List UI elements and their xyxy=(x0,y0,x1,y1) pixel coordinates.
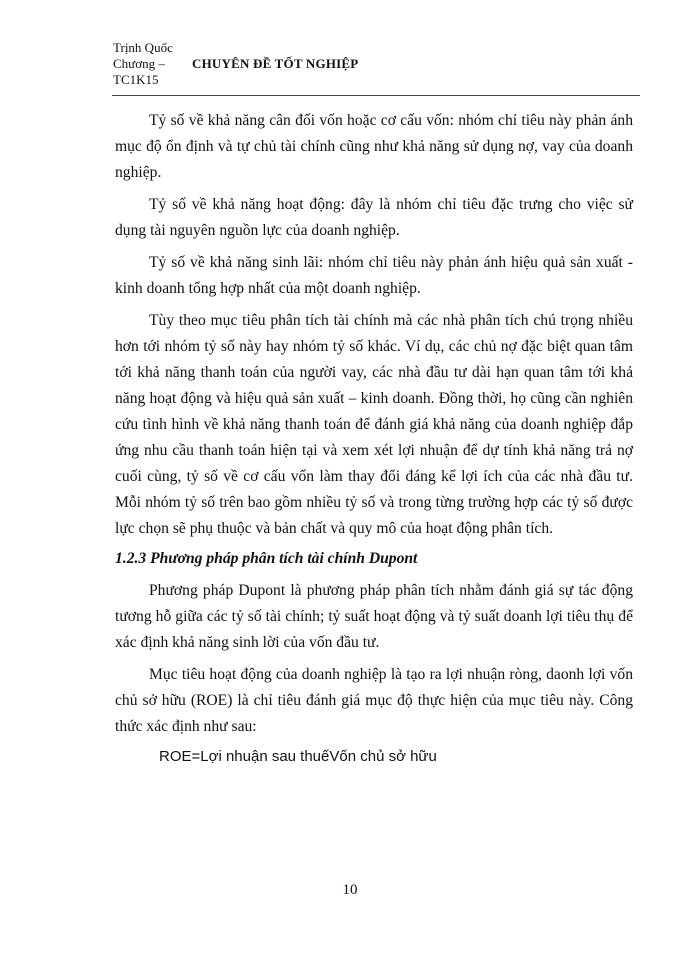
paragraph-dupont-method: Phương pháp Dupont là phương pháp phân tích nhằm đánh giá sự tác động tương hỗ giữa các tỷ số tài chính; tỷ suất hoạt động và tỷ suất doanh lợi tiêu thụ để xác định khả năng sinh lời của vốn đầu tư. xyxy=(115,582,633,651)
roe-formula: ROE=Lợi nhuận sau thuếVốn chủ sở hữu xyxy=(159,748,437,765)
paragraph-analysis-focus: Tùy theo mục tiêu phân tích tài chính mà các nhà phân tích chú trọng nhiều hơn tới nhóm tỷ số này hay nhóm tỷ số khác. Ví dụ, các chủ nợ đặc biệt quan tâm tới khả năng thanh toán của người vay, các nhà đầu tư dài hạn quan tâm tới khả năng hoạt động và hiệu quả sản xuất – kinh doanh. Đồng thời, họ cũng cần nghiên cứu tình hình về khả năng thanh toán để đánh giá khả năng của doanh nghiệp đắp ứng nhu cầu thanh toán hiện tại và xem xét lợi nhuận để dự tính khả năng trả nợ cuối cùng, tỷ số về cơ cấu vốn làm thay đổi đáng kể lợi ích của các nhà đầu tư. Mỗi nhóm tỷ số trên bao gồm nhiều tỷ số và trong từng trường hợp các tỷ số được lực chọn sẽ phụ thuộc và bản chất và quy mô của hoạt động phân tích. xyxy=(115,312,633,537)
paragraph-activity-ratio: Tỷ số về khả năng hoạt động: đây là nhóm chỉ tiêu đặc trưng cho việc sử dụng tài nguyên nguồn lực của doanh nghiệp. xyxy=(115,196,633,239)
paragraph-roe-goal: Mục tiêu hoạt động của doanh nghiệp là tạo ra lợi nhuận ròng, daonh lợi vốn chủ sở hữu (ROE) là chỉ tiêu đánh giá mục độ thực hiện của mục tiêu này. Công thức xác định như sau: xyxy=(115,666,633,735)
section-heading: 1.2.3 Phương pháp phân tích tài chính Dupont xyxy=(115,550,418,567)
paragraph-capital-structure: Tỷ số về khả năng cân đối vốn hoặc cơ cấu vốn: nhóm chỉ tiêu này phản ánh mục độ ổn định và tự chủ tài chính cũng như khả năng sử dụng nợ, vay của doanh nghiệp. xyxy=(115,112,633,181)
header-title: CHUYÊN ĐỀ TỐT NGHIỆP xyxy=(192,56,359,71)
author-name-line2: Chương – xyxy=(113,56,165,71)
author-class: TC1K15 xyxy=(113,72,159,87)
page-body xyxy=(115,108,633,770)
header-author xyxy=(113,40,193,88)
author-name-line1: Trịnh Quốc xyxy=(113,40,173,55)
page-number: 10 xyxy=(342,882,358,898)
header-divider xyxy=(112,95,640,96)
paragraph-profitability-ratio: Tỷ số về khả năng sinh lãi: nhóm chỉ tiêu này phản ánh hiệu quả sản xuất - kinh doanh tổng hợp nhất của một doanh nghiệp. xyxy=(115,254,633,297)
